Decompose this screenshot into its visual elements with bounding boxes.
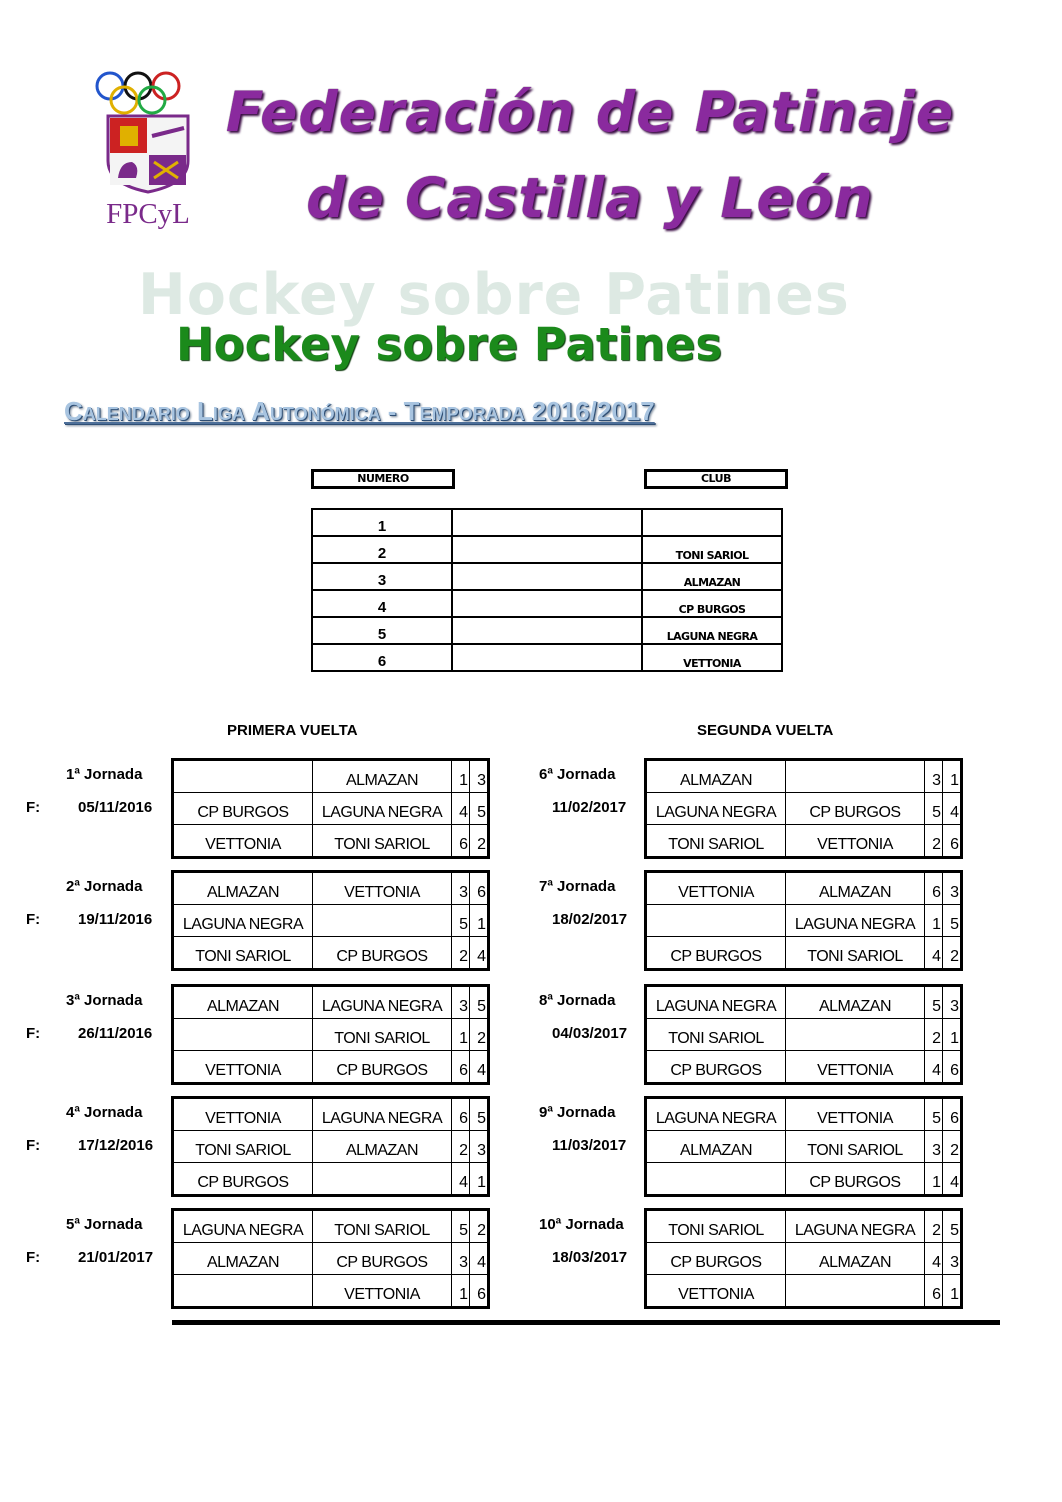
olympic-rings-icon [97,73,179,113]
club-blank-cell [452,536,642,563]
match-row [646,986,962,1019]
home-team: CP BURGOS [646,1243,786,1275]
clubs-table [311,508,783,672]
club-name: CP BURGOS [642,590,782,617]
primera-vuelta-header: PRIMERA VUELTA [227,722,358,739]
home-number: 1 [925,1163,943,1196]
home-number: 1 [452,1275,470,1308]
jornada-label: 8ª Jornada [539,992,616,1009]
match-row [646,825,962,858]
away-team: ALMAZAN [786,986,925,1019]
club-name [642,509,782,536]
home-team: ALMAZAN [173,872,313,905]
home-team: CP BURGOS [173,1163,313,1196]
date-prefix-label: F: [26,1249,41,1266]
club-blank-cell [452,563,642,590]
home-team: LAGUNA NEGRA [646,986,786,1019]
away-team: VETTONIA [786,1098,925,1131]
club-number: 1 [312,509,452,536]
home-number: 4 [925,937,943,970]
match-row [646,1275,962,1308]
federation-title-line1: Federación de Patinaje [225,80,955,144]
match-row [173,986,489,1019]
match-row [173,1051,489,1084]
match-row [646,1131,962,1163]
away-number: 3 [943,986,962,1019]
away-team: CP BURGOS [313,937,452,970]
away-team: ALMAZAN [786,872,925,905]
club-row [312,536,782,563]
jornada-label: 4ª Jornada [66,1104,143,1121]
home-team: CP BURGOS [173,793,313,825]
segunda-vuelta-header: SEGUNDA VUELTA [697,722,834,739]
match-table [171,1208,490,1309]
match-row [173,872,489,905]
home-number: 3 [925,760,943,793]
away-number: 5 [470,793,489,825]
away-number: 2 [943,937,962,970]
home-team: TONI SARIOL [646,825,786,858]
club-number: 3 [312,563,452,590]
home-number: 2 [925,1019,943,1051]
home-number: 3 [452,872,470,905]
away-number: 5 [943,1210,962,1243]
away-team: CP BURGOS [786,1163,925,1196]
home-team: LAGUNA NEGRA [646,1098,786,1131]
home-team: CP BURGOS [646,937,786,970]
match-row [646,937,962,970]
jornada-date: 18/03/2017 [552,1249,628,1266]
away-number: 2 [943,1131,962,1163]
home-team: ALMAZAN [173,986,313,1019]
away-team: ALMAZAN [313,1131,452,1163]
home-team: TONI SARIOL [173,937,313,970]
match-row [173,1019,489,1051]
jornada-date: 19/11/2016 [78,911,153,928]
away-number: 5 [470,1098,489,1131]
home-team [646,905,786,937]
home-team: TONI SARIOL [173,1131,313,1163]
away-number: 1 [943,1275,962,1308]
match-row [646,760,962,793]
club-row [312,617,782,644]
home-team: VETTONIA [173,1098,313,1131]
away-team: CP BURGOS [313,1243,452,1275]
match-table [644,1208,963,1309]
away-team: LAGUNA NEGRA [786,1210,925,1243]
club-name: VETTONIA [642,644,782,671]
jornada-date: 05/11/2016 [78,799,153,816]
match-row [173,760,489,793]
home-team: ALMAZAN [646,1131,786,1163]
away-number: 2 [470,825,489,858]
jornada-label: 10ª Jornada [539,1216,624,1233]
away-team: TONI SARIOL [313,1210,452,1243]
home-number: 2 [452,1131,470,1163]
club-number: 6 [312,644,452,671]
home-team [173,1019,313,1051]
jornada-label: 6ª Jornada [539,766,616,783]
away-team: LAGUNA NEGRA [313,986,452,1019]
match-table [644,984,963,1085]
club-number: 4 [312,590,452,617]
bottom-rule [172,1320,1000,1325]
home-team: TONI SARIOL [646,1019,786,1051]
away-number: 6 [470,1275,489,1308]
home-number: 4 [452,1163,470,1196]
match-row [173,825,489,858]
away-number: 6 [943,1051,962,1084]
match-row [173,1210,489,1243]
away-number: 4 [470,1051,489,1084]
numero-header: NUMERO [311,469,455,489]
home-number: 6 [452,1051,470,1084]
club-name: LAGUNA NEGRA [642,617,782,644]
jornada-date: 04/03/2017 [552,1025,628,1042]
match-table [171,758,490,859]
away-number: 4 [943,793,962,825]
jornada-date: 26/11/2016 [78,1025,153,1042]
home-team: LAGUNA NEGRA [646,793,786,825]
away-team: LAGUNA NEGRA [786,905,925,937]
match-row [173,793,489,825]
match-row [646,1051,962,1084]
away-team: CP BURGOS [313,1051,452,1084]
match-row [646,905,962,937]
club-number: 5 [312,617,452,644]
home-team [646,1163,786,1196]
home-number: 6 [452,825,470,858]
home-number: 5 [925,1098,943,1131]
club-row [312,563,782,590]
club-blank-cell [452,590,642,617]
away-number: 3 [470,760,489,793]
home-number: 6 [925,1275,943,1308]
club-blank-cell [452,509,642,536]
away-number: 5 [470,986,489,1019]
match-table [171,1096,490,1197]
home-team: VETTONIA [173,1051,313,1084]
away-number: 6 [943,1098,962,1131]
date-prefix-label: F: [26,911,41,928]
away-team [786,1275,925,1308]
match-row [646,793,962,825]
match-row [646,1019,962,1051]
home-team: VETTONIA [646,1275,786,1308]
home-number: 4 [925,1051,943,1084]
match-table [644,1096,963,1197]
club-blank-cell [452,617,642,644]
match-row [173,1163,489,1196]
home-number: 3 [925,1131,943,1163]
date-prefix-label: F: [26,1137,41,1154]
federation-title-line2: de Castilla y León [306,166,874,230]
home-team: LAGUNA NEGRA [173,1210,313,1243]
home-number: 5 [452,905,470,937]
home-number: 1 [452,1019,470,1051]
club-row [312,509,782,536]
club-header: CLUB [644,469,788,489]
away-team: CP BURGOS [786,793,925,825]
away-team: VETTONIA [786,1051,925,1084]
home-number: 2 [925,825,943,858]
away-number: 4 [470,937,489,970]
away-team [313,1163,452,1196]
home-team: CP BURGOS [646,1051,786,1084]
home-number: 5 [925,986,943,1019]
away-number: 1 [470,1163,489,1196]
away-team [313,905,452,937]
match-table [644,870,963,971]
home-team: LAGUNA NEGRA [173,905,313,937]
home-number: 5 [452,1210,470,1243]
jornada-date: 18/02/2017 [552,911,628,928]
jornada-date: 11/03/2017 [552,1137,627,1154]
match-row [646,1243,962,1275]
match-row [646,872,962,905]
match-row [173,1131,489,1163]
home-team: ALMAZAN [646,760,786,793]
home-number: 1 [452,760,470,793]
home-team [173,760,313,793]
jornada-date: 21/01/2017 [78,1249,154,1266]
home-team: TONI SARIOL [646,1210,786,1243]
away-number: 1 [943,760,962,793]
match-row [646,1098,962,1131]
away-number: 5 [943,905,962,937]
club-row [312,644,782,671]
away-number: 3 [943,872,962,905]
match-table [171,870,490,971]
away-team: TONI SARIOL [313,1019,452,1051]
match-table [171,984,490,1085]
jornada-label: 7ª Jornada [539,878,616,895]
home-team [173,1275,313,1308]
calendar-title: Calendario Liga Autonómica - Temporada 2016/2017 [64,396,655,426]
away-team: TONI SARIOL [786,937,925,970]
away-number: 1 [943,1019,962,1051]
match-row [173,1243,489,1275]
away-team: LAGUNA NEGRA [313,1098,452,1131]
sport-title: Hockey sobre Patines [176,318,723,371]
away-number: 6 [470,872,489,905]
match-row [173,1275,489,1308]
away-team [786,760,925,793]
jornada-label: 9ª Jornada [539,1104,616,1121]
club-number: 2 [312,536,452,563]
home-team: VETTONIA [173,825,313,858]
jornada-date: 11/02/2017 [552,799,627,816]
away-team: ALMAZAN [786,1243,925,1275]
home-number: 3 [452,1243,470,1275]
jornada-label: 1ª Jornada [66,766,143,783]
home-number: 1 [925,905,943,937]
away-number: 4 [943,1163,962,1196]
away-team: VETTONIA [313,872,452,905]
match-row [173,905,489,937]
away-team: LAGUNA NEGRA [313,793,452,825]
home-number: 6 [452,1098,470,1131]
away-number: 4 [470,1243,489,1275]
shield-icon [108,116,188,192]
match-row [646,1210,962,1243]
sport-shadow-title: Hockey sobre Patines [138,262,850,328]
logo-text: FPCyL [106,198,190,230]
jornada-label: 5ª Jornada [66,1216,143,1233]
match-row [646,1163,962,1196]
home-number: 6 [925,872,943,905]
date-prefix-label: F: [26,1025,41,1042]
club-blank-cell [452,644,642,671]
away-team [786,1019,925,1051]
jornada-label: 3ª Jornada [66,992,143,1009]
match-table [644,758,963,859]
home-number: 2 [925,1210,943,1243]
home-number: 3 [452,986,470,1019]
away-team: VETTONIA [786,825,925,858]
home-team: VETTONIA [646,872,786,905]
away-team: TONI SARIOL [313,825,452,858]
away-number: 3 [470,1131,489,1163]
away-team: ALMAZAN [313,760,452,793]
home-number: 5 [925,793,943,825]
home-number: 2 [452,937,470,970]
away-number: 2 [470,1210,489,1243]
jornada-date: 17/12/2016 [78,1137,154,1154]
club-row [312,590,782,617]
home-number: 4 [925,1243,943,1275]
away-number: 3 [943,1243,962,1275]
jornada-label: 2ª Jornada [66,878,143,895]
away-team: TONI SARIOL [786,1131,925,1163]
club-name: ALMAZAN [642,563,782,590]
home-team: ALMAZAN [173,1243,313,1275]
away-number: 6 [943,825,962,858]
home-number: 4 [452,793,470,825]
away-team: VETTONIA [313,1275,452,1308]
away-number: 2 [470,1019,489,1051]
match-row [173,1098,489,1131]
fpcyl-logo [88,66,208,231]
match-row [173,937,489,970]
date-prefix-label: F: [26,799,41,816]
club-name: TONI SARIOL [642,536,782,563]
away-number: 1 [470,905,489,937]
